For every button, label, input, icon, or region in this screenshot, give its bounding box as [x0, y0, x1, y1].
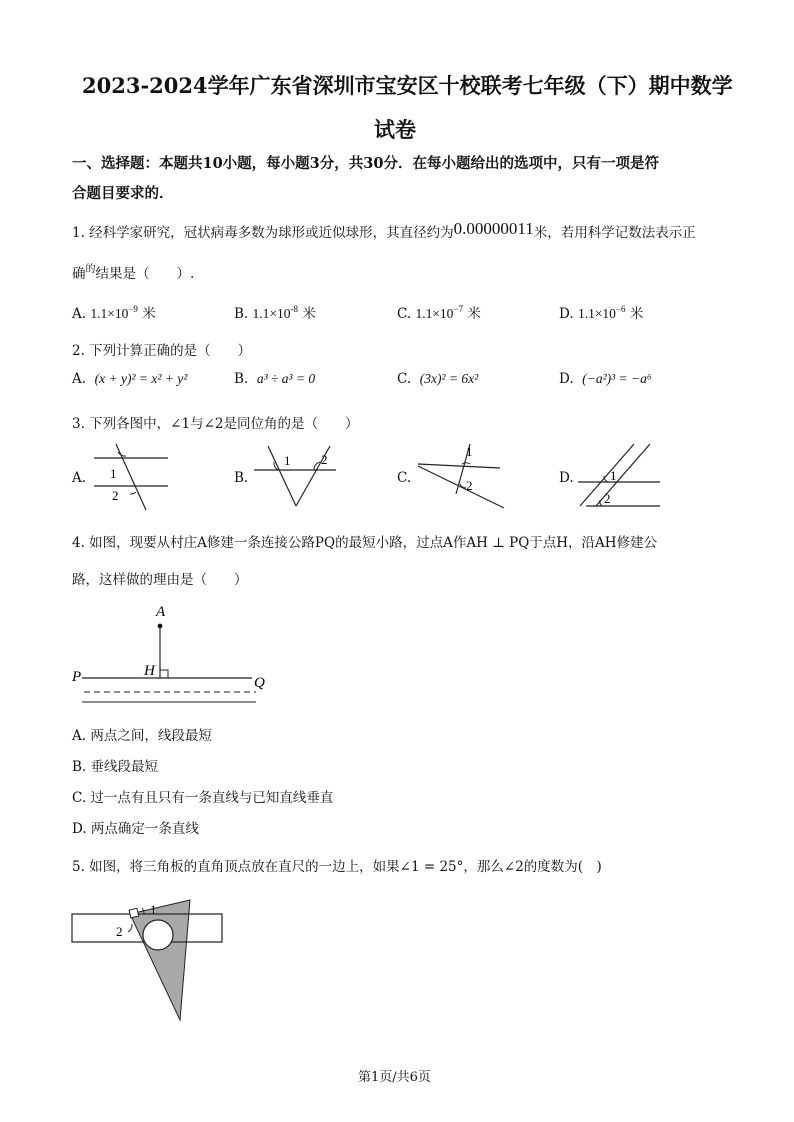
q3-option-b-label: B. [234, 470, 249, 486]
q5-right-angle-mark [129, 908, 139, 918]
q4-label-a: A [156, 604, 166, 620]
q4-option-b: B. 垂线段最短 [72, 759, 159, 775]
q2-option-b: B. a³ ÷ a³ = 0 [234, 371, 316, 387]
q5-angle-1: 1 [150, 902, 157, 917]
q3a-arc-2 [130, 492, 136, 494]
q3-figure-c [412, 440, 512, 512]
q4-label-q: Q [254, 675, 265, 691]
section-heading-line2: 合题目要求的． [72, 185, 174, 202]
q1-text-a: 1. 经科学家研究，冠状病毒多数为球形或近似球形，其直径约为 [72, 225, 454, 241]
q3b-angle-2: 2 [321, 452, 328, 467]
question-4: 4. 如图，现要从村庄A修建一条连接公路PQ的最短小路，过点A作AH ⊥ PQ于点H，沿AH修建公 [72, 535, 658, 551]
question-1-line2 [72, 262, 194, 282]
page-number: 第1页/共6页 [358, 1070, 431, 1085]
question-3: 3. 下列各图中，∠1与∠2是同位角的是（ ） [72, 416, 359, 432]
q3-option-c-label: C. [397, 470, 412, 486]
q3c-angle-2: 2 [466, 478, 473, 493]
q5-figure [70, 888, 230, 1024]
q3c-arc-1 [462, 463, 470, 464]
q3-figure-a [88, 440, 173, 512]
q3-figure-b [250, 440, 340, 512]
q3a-angle-1: 1 [110, 466, 117, 481]
q3a-arc-1 [118, 452, 126, 456]
q4-option-a: A. 两点之间，线段最短 [72, 728, 212, 744]
q3-figure-d [574, 440, 664, 512]
q3b-left-line [268, 446, 296, 506]
q3b-angle-1: 1 [284, 453, 291, 468]
q3-option-a-label: A. [72, 470, 87, 486]
page-title-line2: 试卷 [374, 117, 416, 142]
q1-line2-a: 确 [72, 266, 86, 282]
question-5: 5. 如图，将三角板的直角顶点放在直尺的一边上，如果∠1 = 25°，那么∠2的度数为( ) [72, 859, 602, 875]
q2-option-c: C. (3x)² = 6x² [397, 371, 479, 387]
q5-triangle-hole [143, 920, 173, 950]
q2-option-d: D. (−a²)³ = −a⁶ [559, 371, 652, 387]
q1-line2-b: 结果是（ ）. [95, 266, 195, 282]
q5-triangle-ruler [130, 900, 190, 1020]
q1-number: 0.00000011 [453, 219, 534, 238]
q1-option-c: C. $1.1\times 10^{-7}$ 米 [397, 304, 481, 322]
q1-text-b: 米，若用科学记数法表示正 [533, 225, 696, 241]
q1-option-d: D. $1.1\times 10^{-6}$ 米 [559, 304, 644, 322]
q3d-angle-1: 1 [610, 468, 617, 483]
q3c-angle-1: 1 [466, 444, 473, 459]
q1-line2-small: 的 [85, 264, 96, 275]
q4-label-p: P [72, 669, 82, 685]
q4-option-d: D. 两点确定一条直线 [72, 821, 199, 837]
q3a-transversal [116, 444, 146, 510]
q4-label-h: H [144, 663, 155, 679]
section-heading: 一、选择题：本题共10小题，每小题3分，共30分．在每小题给出的选项中，只有一项是符 [72, 155, 659, 172]
q3a-angle-2: 2 [112, 488, 119, 503]
q3d-angle-2: 2 [604, 491, 611, 506]
q4-option-c: C. 过一点有且只有一条直线与已知直线垂直 [72, 790, 334, 806]
q5-arc-2 [128, 924, 132, 932]
q4-point-a [158, 624, 163, 629]
q3c-line-top [418, 464, 500, 468]
q3-option-d-label: D. [559, 470, 574, 486]
question-4-line2: 路，这样做的理由是（ ） [72, 572, 248, 588]
q4-right-angle-mark [160, 670, 168, 678]
question-1 [72, 221, 696, 242]
q4-figure [66, 600, 286, 708]
page-title: 2023-2024学年广东省深圳市宝安区十校联考七年级（下）期中数学 [82, 73, 733, 98]
q2-option-a: A. (x + y)² = x² + y² [72, 371, 188, 387]
q1-option-b: B. $1.1\times 10^{-8}$ 米 [234, 304, 316, 322]
question-2: 2. 下列计算正确的是（ ） [72, 343, 252, 359]
q3c-line-slant [418, 466, 504, 508]
q5-angle-2: 2 [116, 924, 123, 939]
q1-option-a: A. $1.1\times 10^{-9}$ 米 [72, 304, 156, 322]
